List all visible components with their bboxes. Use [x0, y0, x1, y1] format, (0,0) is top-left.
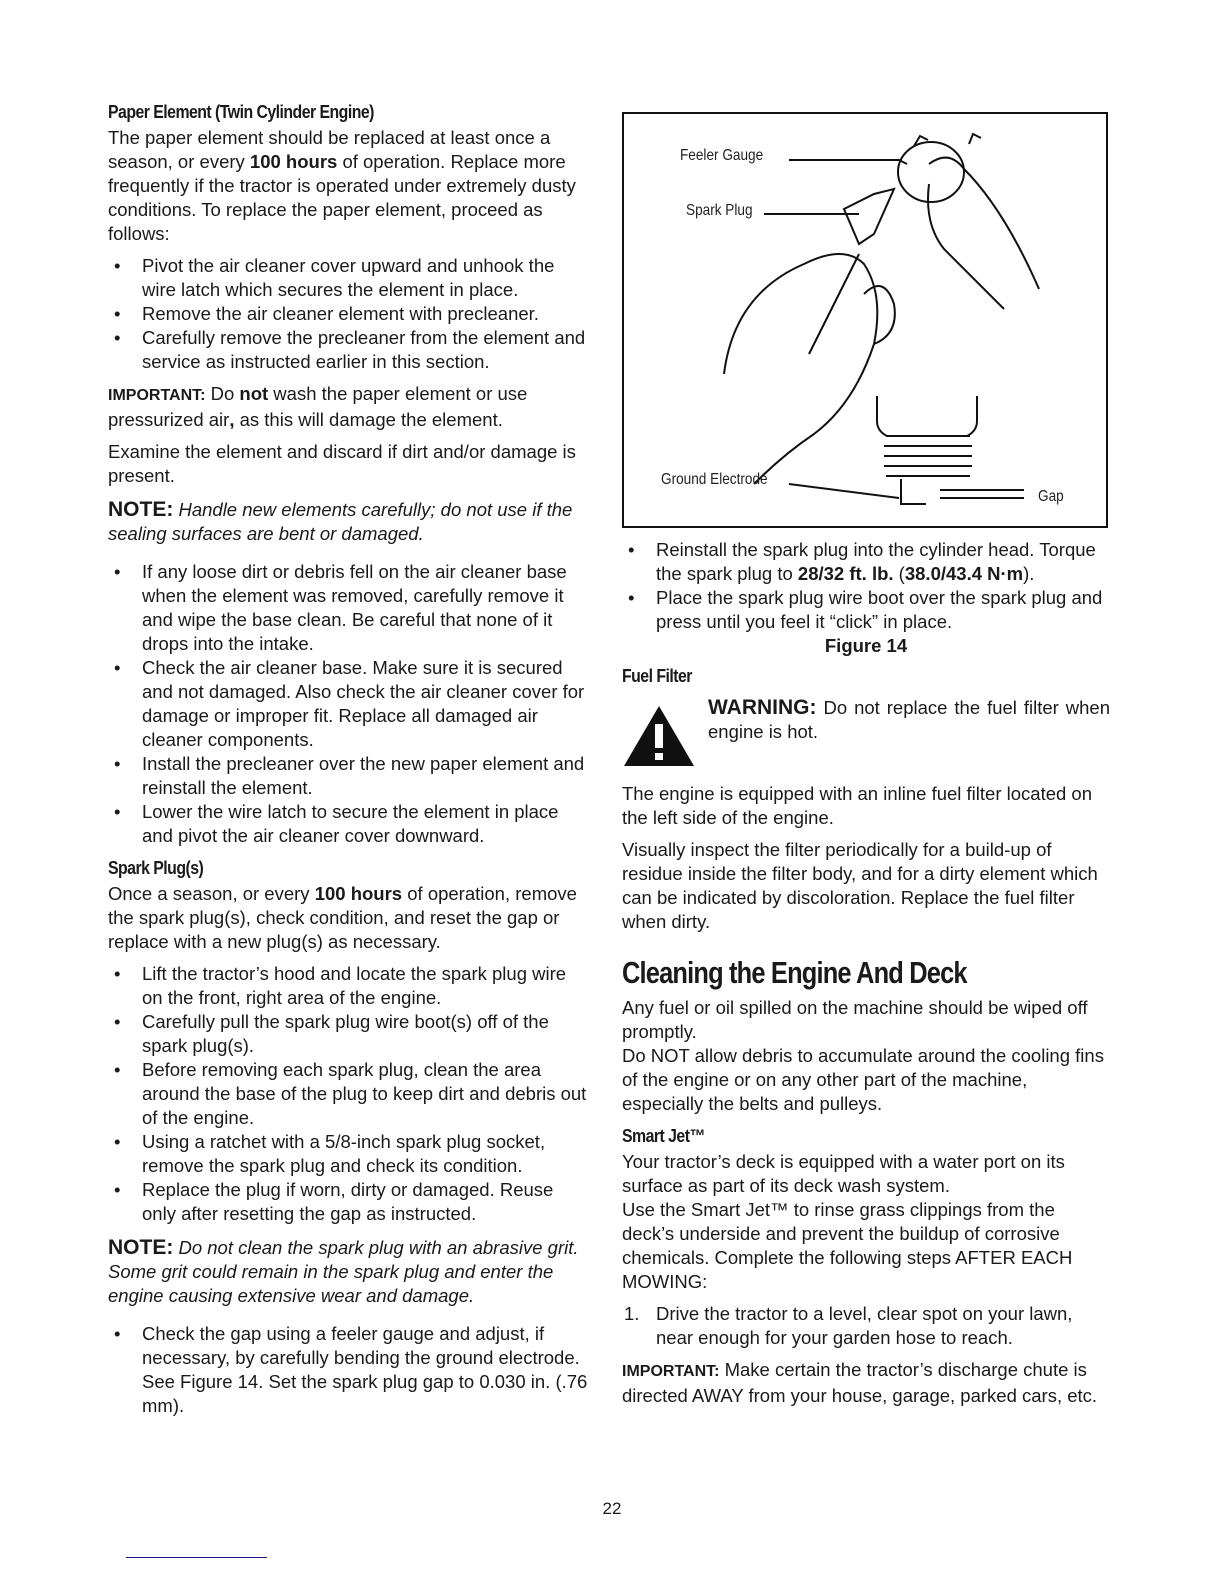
- list-item: • If any loose dirt or debris fell on the air cleaner base when the element was removed, carefully remove it and wipe the base clean. Be careful that none of it drops into the intake.: [108, 560, 590, 656]
- base-steps: [108, 560, 590, 848]
- text: (: [893, 563, 905, 584]
- label-gap: Gap: [1038, 488, 1064, 505]
- note-handle: [108, 498, 590, 546]
- heading-smart-jet: Smart Jet™: [622, 1126, 705, 1146]
- list-item: [622, 1302, 1110, 1350]
- smart-paragraph-1: Your tractor’s deck is equipped with a water port on its surface as part of its deck wash system.: [622, 1151, 1065, 1196]
- note-text: Do not clean the spark plug with an abrasive grit. Some grit could remain in the spark plug and enter the engine causing extensive wear and damage.: [108, 1237, 579, 1306]
- reinstall-steps: [622, 538, 1110, 634]
- bold-text: 100 hours: [314, 883, 403, 904]
- figure-caption: Figure 14: [824, 635, 908, 656]
- list-item: [622, 538, 1110, 586]
- figure-spark-plug-gap: [622, 112, 1108, 528]
- list-item: • Check the gap using a feeler gauge and adjust, if necessary, by carefully bending the ground electrode. See Figure 14. Set the spark plug gap to 0.030 in. (.76 mm).: [108, 1322, 590, 1418]
- hands-feeler-gauge-illustration: [624, 114, 1106, 526]
- text: of operation. Replace more frequently if the tractor is operated under extremely dusty conditions. To replace the paper element, proceed as follows:: [108, 151, 576, 244]
- list-item: • Install the precleaner over the new paper element and reinstall the element.: [108, 752, 590, 800]
- list-item: • Replace the plug if worn, dirty or damaged. Reuse only after resetting the gap as instructed.: [108, 1178, 590, 1226]
- smart-paragraph-2: Use the Smart Jet™ to rinse grass clippings from the deck’s underside and prevent the buildup of corrosive chemicals. Complete the following steps AFTER EACH MOWING:: [622, 1199, 1073, 1292]
- text: wash the paper element or use pressurized air: [108, 383, 528, 430]
- list-item: • Lift the tractor’s hood and locate the spark plug wire on the front, right area of the engine.: [108, 962, 590, 1010]
- spark-paragraph: [108, 882, 590, 954]
- bold-text: 28/32 ft. lb.: [797, 563, 894, 584]
- important-paragraph: [108, 382, 590, 432]
- warning-text: [708, 696, 1110, 768]
- list-item: • Using a ratchet with a 5/8-inch spark plug socket, remove the spark plug and check its condition.: [108, 1130, 590, 1178]
- list-item: • Before removing each spark plug, clean the area around the base of the plug to keep dirt and debris out of the engine.: [108, 1058, 590, 1130]
- examine-paragraph: Examine the element and discard if dirt and/or damage is present.: [108, 441, 576, 486]
- warning-triangle-icon: [622, 704, 696, 768]
- text: Once a season, or every: [108, 883, 315, 904]
- fuel-paragraph-2: Visually inspect the filter periodically for a build-up of residue inside the filter body, and for a dirty element which can be indicated by discoloration. Replace the fuel filter when dirty.: [622, 839, 1098, 932]
- text: Make certain the tractor’s discharge chute is directed AWAY from your house, garage, parked cars, etc.: [622, 1359, 1098, 1406]
- note-label: NOTE:: [108, 498, 174, 521]
- text: Reinstall the spark plug into the cylinder head. Torque the spark plug to: [656, 539, 1096, 584]
- heading-cleaning: Cleaning the Engine And Deck: [622, 955, 967, 990]
- list-item: • Pivot the air cleaner cover upward and unhook the wire latch which secures the element in place.: [108, 254, 590, 302]
- bold-text: 100 hours: [249, 151, 338, 172]
- gap-steps: [108, 1322, 590, 1418]
- important-label: IMPORTANT:: [108, 387, 206, 404]
- fuel-paragraph-1: The engine is equipped with an inline fuel filter located on the left side of the engine.: [622, 783, 1093, 828]
- heading-paper-element: Paper Element (Twin Cylinder Engine): [108, 102, 374, 122]
- note-abrasive: [108, 1236, 590, 1308]
- clean-paragraph-2: Do NOT allow debris to accumulate around the cooling fins of the engine or on any other part of the machine, especially the belts and pulleys.: [622, 1045, 1104, 1114]
- label-spark-plug: Spark Plug: [686, 202, 753, 219]
- list-item: • Carefully remove the precleaner from the element and service as instructed earlier in this section.: [108, 326, 590, 374]
- list-item: • Place the spark plug wire boot over the spark plug and press until you feel it “click” in place.: [622, 586, 1110, 634]
- heading-fuel-filter: Fuel Filter: [622, 666, 692, 686]
- spark-steps: [108, 962, 590, 1226]
- left-column: [108, 100, 590, 1426]
- text: ).: [1023, 563, 1035, 584]
- paper-paragraph: [108, 126, 590, 246]
- important-label: IMPORTANT:: [622, 1363, 720, 1380]
- label-ground-electrode: Ground Electrode: [661, 471, 768, 488]
- text: as this will damage the element.: [234, 409, 503, 430]
- list-item: • Remove the air cleaner element with precleaner.: [108, 302, 590, 326]
- note-text: Handle new elements carefully; do not use if the sealing surfaces are bent or damaged.: [108, 499, 573, 544]
- page-number: 22: [602, 1499, 622, 1518]
- label-feeler-gauge: Feeler Gauge: [680, 147, 764, 164]
- text: The paper element should be replaced at least once a season, or every: [108, 127, 551, 172]
- smart-steps: [622, 1302, 1110, 1350]
- note-label: NOTE:: [108, 1236, 174, 1259]
- list-item: • Lower the wire latch to secure the element in place and pivot the air cleaner cover downward.: [108, 800, 590, 848]
- list-item: • Carefully pull the spark plug wire boot(s) off of the spark plug(s).: [108, 1010, 590, 1058]
- bold-text: not: [239, 383, 269, 404]
- text: of operation, remove the spark plug(s), check condition, and reset the gap or replace with a new plug(s) as necessary.: [108, 883, 577, 952]
- link-underline[interactable]: [126, 1557, 267, 1558]
- clean-paragraph-1: Any fuel or oil spilled on the machine should be wiped off promptly.: [622, 997, 1088, 1042]
- text: Do not replace the fuel filter when engine is hot.: [708, 697, 1110, 742]
- warning-label: WARNING:: [708, 696, 817, 719]
- warning-block: [622, 696, 1110, 768]
- step-text: Drive the tractor to a level, clear spot on your lawn, near enough for your garden hose to reach.: [656, 1303, 1073, 1348]
- right-column: [622, 106, 1110, 1416]
- text: Do: [205, 383, 240, 404]
- bold-text: ,: [229, 409, 235, 430]
- heading-spark-plugs: Spark Plug(s): [108, 858, 204, 878]
- bold-text: 38.0/43.4 N·m: [904, 563, 1024, 584]
- important-chute: [622, 1358, 1110, 1408]
- step-number: 1.: [624, 1303, 640, 1324]
- list-item: • Check the air cleaner base. Make sure it is secured and not damaged. Also check the air cleaner cover for damage or improper fit. Replace all damaged air cleaner components.: [108, 656, 590, 752]
- paper-steps: [108, 254, 590, 374]
